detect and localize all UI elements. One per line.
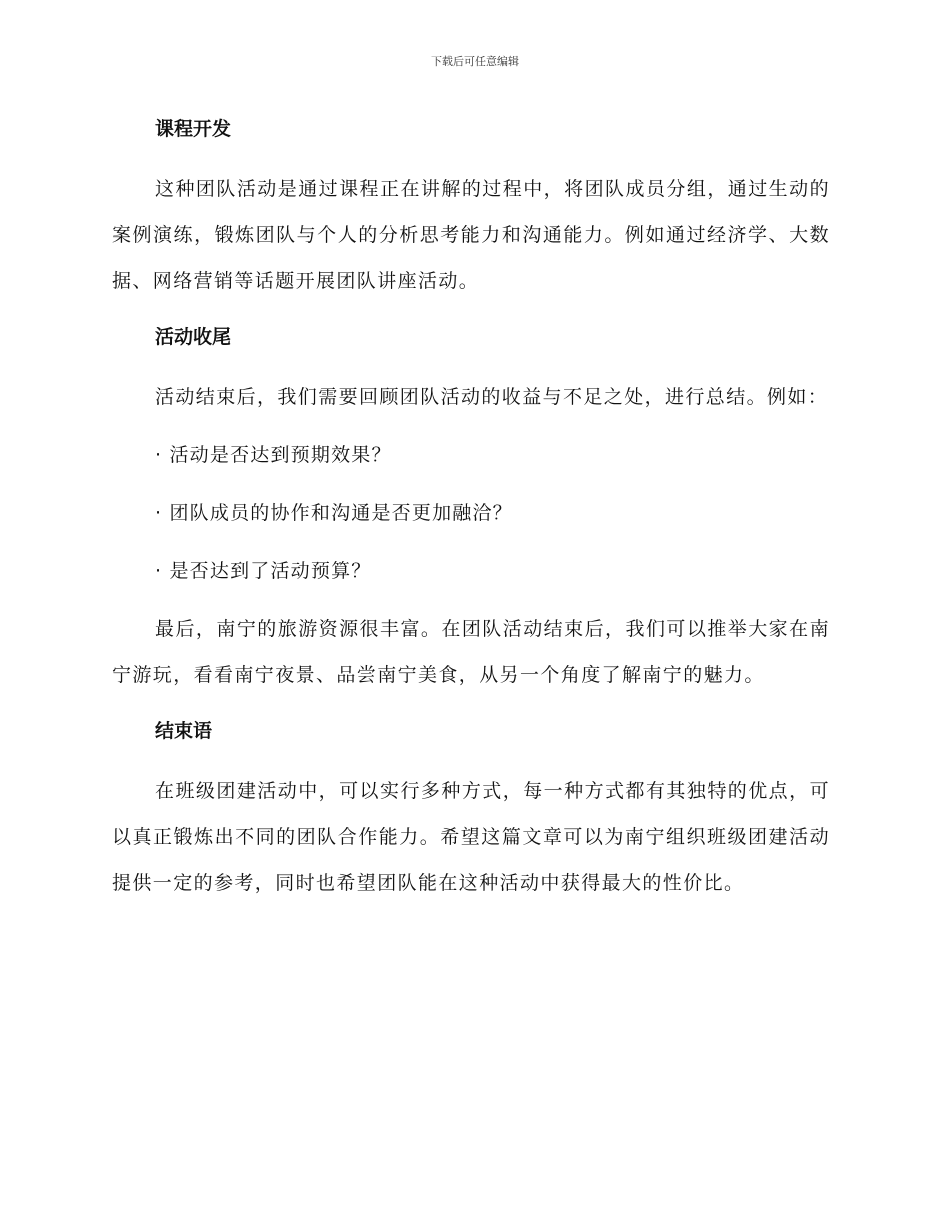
section-heading-course-dev: 课程开发 <box>155 118 232 140</box>
paragraph-wrap-up: 活动结束后，我们需要回顾团队活动的收益与不足之处，进行总结。例如： <box>155 386 829 408</box>
paragraph-conclusion: 在班级团建活动中，可以实行多种方式，每一种方式都有其独特的优点，可以真正锻炼出不同的团队合作能力。希望这篇文章可以为南宁组织班级团建活动提供一定的参考，同时也希望团队能在这种活动中获得最大的性价比。 <box>112 780 830 894</box>
bullet-item: · 是否达到了活动预算？ <box>155 560 372 582</box>
paragraph-closing: 最后，南宁的旅游资源很丰富。在团队活动结束后，我们可以推举大家在南宁游玩，看看南宁夜景、品尝南宁美食，从另一个角度了解南宁的魅力。 <box>112 618 830 686</box>
bullet-item: · 活动是否达到预期效果？ <box>155 444 392 466</box>
paragraph-course-dev: 这种团队活动是通过课程正在讲解的过程中，将团队成员分组，通过生动的案例演练，锻炼团队与个人的分析思考能力和沟通能力。例如通过经济学、大数据、网络营销等话题开展团队讲座活动。 <box>112 178 830 292</box>
section-heading-wrap-up: 活动收尾 <box>155 326 232 348</box>
bullet-item: · 团队成员的协作和沟通是否更加融洽？ <box>155 502 513 524</box>
section-heading-conclusion: 结束语 <box>155 720 213 742</box>
page-header: 下载后可任意编辑 <box>431 55 519 68</box>
document-body <box>112 108 830 906</box>
